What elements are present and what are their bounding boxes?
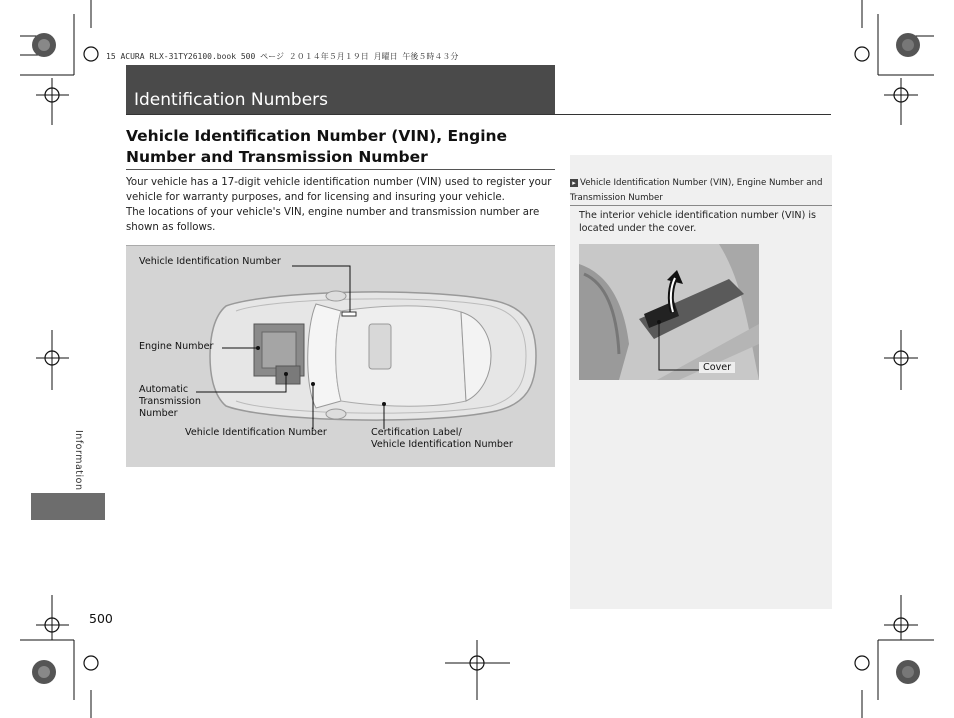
label-engine-number: Engine Number [139,341,214,352]
note-title-text: Vehicle Identification Number (VIN), Engine Number and Transmission Number [570,178,823,203]
vin-location-figure [126,245,555,467]
note-text: The interior vehicle identification number (VIN) is located under the cover. [579,210,817,234]
body-paragraph-1: Your vehicle has a 17-digit vehicle identification number (VIN) used to register your vehicle for warranty purposes, and for licensing and insuring your vehicle. [126,177,552,203]
chapter-title-bar [126,65,555,115]
label-transmission-number: Automatic Transmission Number [139,384,201,419]
print-header: 15 ACURA RLX-31TY26100.book 500 ページ ２０１４年５月１９日 月曜日 午後５時４３分 [106,52,459,61]
section-title: Vehicle Identification Number (VIN), Engine Number and Transmission Number [126,127,508,166]
note-divider [570,205,832,206]
label-vin-bottom: Vehicle Identification Number [185,427,327,438]
label-certification: Certification Label/ Vehicle Identification Number [371,427,513,450]
chapter-title: Identification Numbers [134,90,329,110]
note-title [570,176,825,206]
section-underline [126,169,555,170]
title-underline [126,114,831,115]
body-paragraph-2: The locations of your vehicle's VIN, engine number and transmission number are shown as follows. [126,207,540,233]
page-number: 500 [89,611,113,626]
reference-arrow-icon: ▸ [570,179,578,187]
vin-cover-photo [579,244,759,380]
chapter-side-tab [31,493,105,520]
body-text [126,175,556,235]
interior-illustration [579,244,759,380]
label-vin-top: Vehicle Identification Number [139,256,281,267]
label-cover: Cover [699,362,735,373]
side-tab-label: Information [73,430,84,491]
